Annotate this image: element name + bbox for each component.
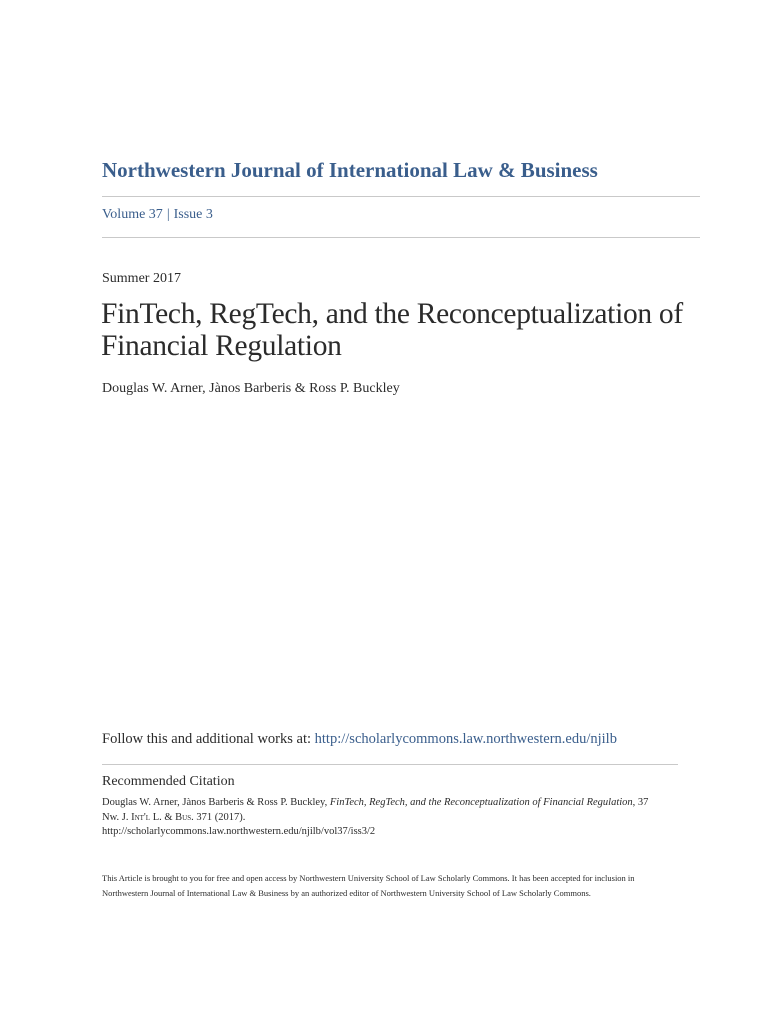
- follow-line: [102, 731, 617, 748]
- second-divider: [102, 237, 700, 238]
- citation-url[interactable]: http://scholarlycommons.law.northwestern.edu/njilb/vol37/iss3/2: [102, 826, 376, 837]
- volume-issue-separator: |: [166, 207, 170, 222]
- publication-date: Summer 2017: [102, 271, 181, 286]
- citation-divider: [102, 764, 678, 765]
- citation-heading: Recommended Citation: [102, 774, 235, 789]
- citation-body: [102, 796, 662, 840]
- access-notice: This Article is brought to you for free and open access by Northwestern University School of Law Scholarly Commons. It has been accepted for inclusion in Northwestern Journal of International Law & Business by an authorized editor of Northwestern University School of Law Scholarly Commons.: [102, 873, 635, 898]
- article-title-line-1[interactable]: FinTech, RegTech, and the Reconceptualization of: [101, 298, 683, 330]
- follow-prefix: Follow this and additional works at:: [102, 731, 315, 747]
- citation-authors: Douglas W. Arner, Jànos Barberis & Ross P. Buckley,: [102, 797, 330, 808]
- article-title[interactable]: [101, 298, 701, 362]
- article-authors: Douglas W. Arner, Jànos Barberis & Ross P. Buckley: [102, 381, 400, 396]
- repository-link[interactable]: http://scholarlycommons.law.northwestern.edu/njilb: [314, 731, 617, 747]
- article-title-line-2[interactable]: Financial Regulation: [101, 330, 342, 362]
- citation-volume: , 37 Nw. J.: [102, 797, 649, 823]
- citation-page-year: 371 (2017).: [193, 811, 246, 823]
- citation-title: FinTech, RegTech, and the Reconceptualization of Financial Regulation: [329, 797, 633, 808]
- top-divider: [102, 196, 700, 197]
- issue-link[interactable]: Issue 3: [173, 207, 213, 222]
- volume-link[interactable]: Volume 37: [102, 207, 163, 222]
- citation-journal: Int'l L. & Bus.: [131, 811, 194, 823]
- journal-title-link[interactable]: Northwestern Journal of International Law & Business: [102, 158, 598, 182]
- volume-issue-line: [102, 207, 213, 223]
